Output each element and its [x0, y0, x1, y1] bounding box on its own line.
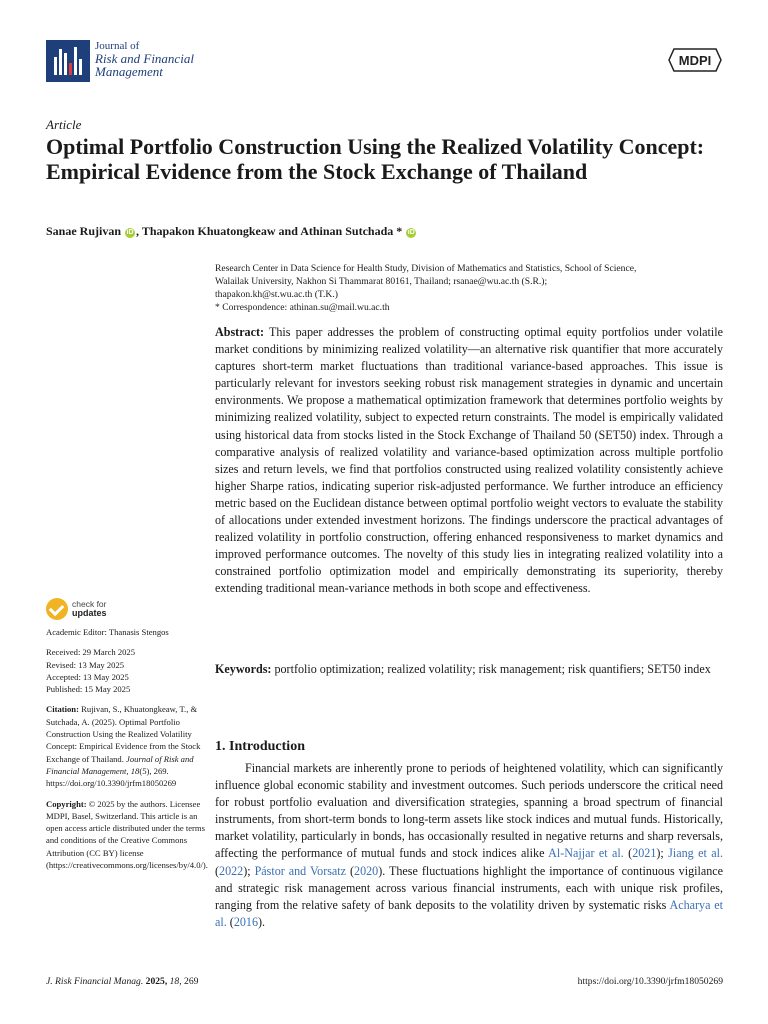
check-updates-line1: check for — [72, 599, 107, 609]
citation-label: Citation: — [46, 704, 79, 715]
published-date: Published: 15 May 2025 — [46, 684, 131, 695]
check-updates-line2: updates — [72, 608, 107, 618]
intro-text-3: . — [262, 914, 266, 929]
affiliation-line2: Walailak University, Nakhon Si Thammarat 80161, Thailand; rsanae@wu.ac.th (S.R.); — [215, 276, 548, 287]
footer-year: 2025, — [143, 976, 168, 987]
mdpi-logo — [668, 46, 722, 74]
citation-rest[interactable]: (5), 269. https://doi.org/10.3390/jrfm18050269 — [46, 765, 177, 789]
footer-volume: 18, — [167, 976, 182, 987]
citation-year-link[interactable]: 2020 — [354, 863, 379, 878]
publisher-name: MDPI — [678, 53, 712, 68]
affiliation-line3: thapakon.kh@st.wu.ac.th (T.K.) — [215, 289, 338, 300]
intro-text-1: Financial markets are inherently prone to periods of heightened volatility, which can significantly influence global economic stability and investment outcomes. Such periods underscore the critical need for robust portfolio evaluation and diversification strategies, spanning a broad spectrum of financial instruments, from short-term bonds to long-term assets like stock indices and mutual funds. Historically, market volatility, particularly in bonds, has occasionally resulted in negative returns and sharp reversals, affecting the performance of mutual funds and stock indices alike — [215, 761, 723, 861]
intro-text-2: . These fluctuations highlight the importance of continuous vigilance and strategic risk management across various financial instruments, each with unique risk profiles, ranging from the relative safety of bank deposits to the volatility driven by systematic risks — [215, 863, 723, 912]
footer-citation — [46, 976, 198, 987]
footer-article: 269 — [181, 976, 199, 987]
footer-doi-link[interactable]: https://doi.org/10.3390/jrfm18050269 — [577, 976, 723, 987]
authors — [46, 224, 417, 239]
section-heading: 1. Introduction — [215, 739, 305, 754]
citation-year-link[interactable]: 2022 — [219, 863, 244, 878]
author-1[interactable]: Sanae Rujivan — [46, 224, 122, 238]
copyright-text: © 2025 by the authors. Licensee MDPI, Basel, Switzerland. This article is an open access article distributed under the terms and conditions of the Creative Commons Attribution (CC BY) license (https://creativecommons.org/licenses/by/4.0/). — [46, 798, 208, 871]
citation — [46, 703, 206, 789]
citation-text: Rujivan, S., Khuatongkeaw, T., & Sutchada, A. (2025). Optimal Portfolio Construction Using the Realized Volatility Concept: Empirical Evidence from the Stock Exchange of Thailand. — [46, 704, 201, 764]
citation-link[interactable]: Al-Najjar et al. — [548, 846, 624, 861]
intro-paragraph: Financial markets are inherently prone to periods of heightened volatility, which can significantly influence global economic stability and investment outcomes. Such periods underscore the critical need for robust portfolio evaluation and diversification strategies, spanning a broad spectrum of financial instruments, from short-term bonds to long-term assets like stock indices and mutual funds. Historically, market volatility, particularly in bonds, has occasionally resulted in negative returns and sharp reversals, affecting the performance of mutual funds and stock indices alike Al-Najjar et al. (2021); Jiang et al. (2022); Pástor and Vorsatz (2020). These fluctuations highlight the importance of continuous vigilance and strategic risk management across various financial instruments, each with unique risk profiles, ranging from the relative safety of bank deposits to the volatility driven by systematic risks Acharya et al. (2016). — [215, 761, 723, 929]
keywords — [215, 661, 723, 678]
citation-journal: Journal of Risk and Financial Management, 18 — [46, 753, 194, 776]
checkmark-icon — [46, 598, 68, 620]
copyright-label: Copyright: — [46, 798, 87, 809]
author-rest[interactable]: , Thapakon Khuatongkeaw and Athinan Sutchada * — [136, 224, 403, 238]
citation-link[interactable]: Pástor and Vorsatz — [254, 863, 347, 878]
journal-line2: Risk and Financial — [95, 51, 194, 66]
citation-link[interactable]: Jiang et al. — [668, 846, 723, 861]
abstract — [215, 324, 723, 598]
journal-line1: Journal of — [95, 40, 140, 52]
journal-name — [95, 40, 194, 78]
abstract-label: Abstract: — [215, 325, 265, 339]
copyright — [46, 798, 206, 872]
accepted-date: Accepted: 13 May 2025 — [46, 671, 129, 682]
paper-title: Optimal Portfolio Construction Using the Realized Volatility Concept: Empirical Evidence from the Stock Exchange of Thailand — [46, 134, 705, 184]
received-date: Received: 29 March 2025 — [46, 647, 136, 658]
affiliation-line1: Research Center in Data Science for Health Study, Division of Mathematics and Statistics, School of Science, — [215, 263, 637, 274]
article-type: Article — [46, 117, 82, 132]
correspondence: * Correspondence: athinan.su@mail.wu.ac.th — [215, 302, 390, 313]
footer-journal: J. Risk Financial Manag. — [46, 976, 144, 987]
journal-line3: Management — [95, 64, 163, 79]
citation-link[interactable]: Acharya et al. — [215, 897, 723, 929]
orcid-icon[interactable]: iD — [126, 229, 134, 236]
orcid-icon[interactable]: iD — [407, 229, 415, 236]
sidebar — [46, 626, 206, 871]
citation-year-link[interactable]: 2021 — [632, 846, 657, 861]
keywords-label: Keywords: — [215, 662, 272, 676]
keywords-text: portfolio optimization; realized volatility; risk management; risk quantifiers; SET50 index — [271, 662, 711, 676]
check-for-updates-badge[interactable] — [46, 598, 136, 620]
revised-date: Revised: 13 May 2025 — [46, 659, 125, 670]
citation-year-link[interactable]: 2016 — [233, 914, 259, 929]
journal-logo — [46, 40, 90, 82]
academic-editor: Academic Editor: Thanasis Stengos — [46, 627, 169, 637]
abstract-text: This paper addresses the problem of constructing optimal equity portfolios under volatile market conditions by minimizing realized volatility—an alternative risk quantifier that more accurately captures short-term market fluctuations than traditional variance-based approaches. This issue is particularly relevant for investors seeking robust risk management strategies in dynamic and uncertain environments. We propose a mathematical optimization framework that determines portfolio weights by minimizing realized volatility, subject to expected return constraints. The model is empirically validated using historical data from stocks listed in the Stock Exchange of Thailand 50 (SET50) index. Through a comparative analysis of realized volatility and variance-based optimization across multiple portfolio sizes and return levels, we find that portfolios constructed using realized volatility consistently achieve higher Sharpe ratios, indicating superior risk-adjusted performance. We further introduce an efficiency metric based on the Euclidean distance between optimal portfolio weight vectors to evaluate the stability of allocations under extended investment horizons. The findings underscore the practical advantages of realized volatility in portfolio construction, offering enhanced responsiveness to market dynamics and improved performance outcomes. The novelty of this study lies in integrating realized volatility into a constrained portfolio optimization model and empirically demonstrating its superiority, thereby extending traditional mean-variance methods in both scope and effectiveness. — [215, 325, 723, 596]
affiliation — [215, 262, 725, 314]
